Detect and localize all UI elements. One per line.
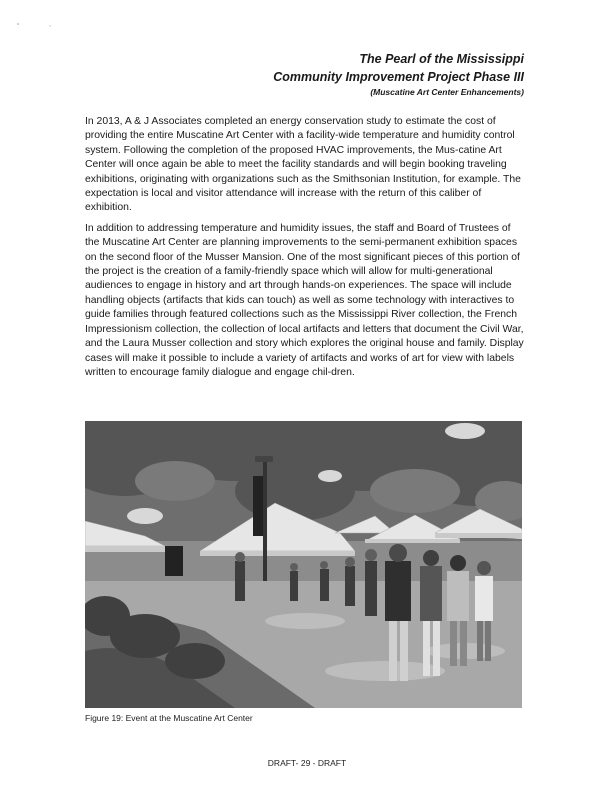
paragraph-1: In 2013, A & J Associates completed an energy conservation study to estimate the cost of providing the entire Muscatine Art Center with a facility-wide temperature and humidity control system. Following the completion of the proposed HVAC improvements, the Mus-catine Art Center will once again be able to meet the facility standards and will begin booking traveling exhibitions, originating with organizations such as the Smithsonian Institution, for example. The expectation is local and visitor attendance will increase with the return of this caliber of exhibition. bbox=[85, 116, 521, 214]
event-photo bbox=[85, 421, 522, 708]
paragraph-2: In addition to addressing temperature and humidity issues, the staff and Board of Trustees of the Muscatine Art Center are planning improvements to the semi-permanent exhibition spaces on the second floor of the Musser Mansion. One of the most significant pieces of this portion of the project is the creation of a family-friendly space which will allow for multi-generational audiences to engage in history and art through hands-on experiences. The space will include handling objects (artifacts that kids can touch) as well as some technology with interactives to guide families through featured collections such as the Mississippi River collection, the French Impressionism collection, the collection of local artifacts and letters that document the Civil War, and the Laura Musser collection and story which explores the original house and family. Display cases will make it possible to include a variety of artifacts and works of art for view with labels written to encourage family dialogue and engage chil-dren. bbox=[85, 222, 524, 378]
figure-caption: Figure 19: Event at the Muscatine Art Center bbox=[85, 713, 253, 723]
header-section: (Muscatine Art Center Enhancements) bbox=[370, 87, 524, 97]
header-subtitle: Community Improvement Project Phase III bbox=[273, 70, 524, 84]
event-photo-illustration bbox=[85, 421, 522, 708]
header-title: The Pearl of the Mississippi bbox=[359, 52, 524, 66]
page-footer: DRAFT- 29 - DRAFT bbox=[267, 758, 347, 768]
document-header bbox=[273, 50, 524, 99]
scan-speck-mark bbox=[10, 20, 70, 30]
body-text bbox=[85, 115, 525, 386]
